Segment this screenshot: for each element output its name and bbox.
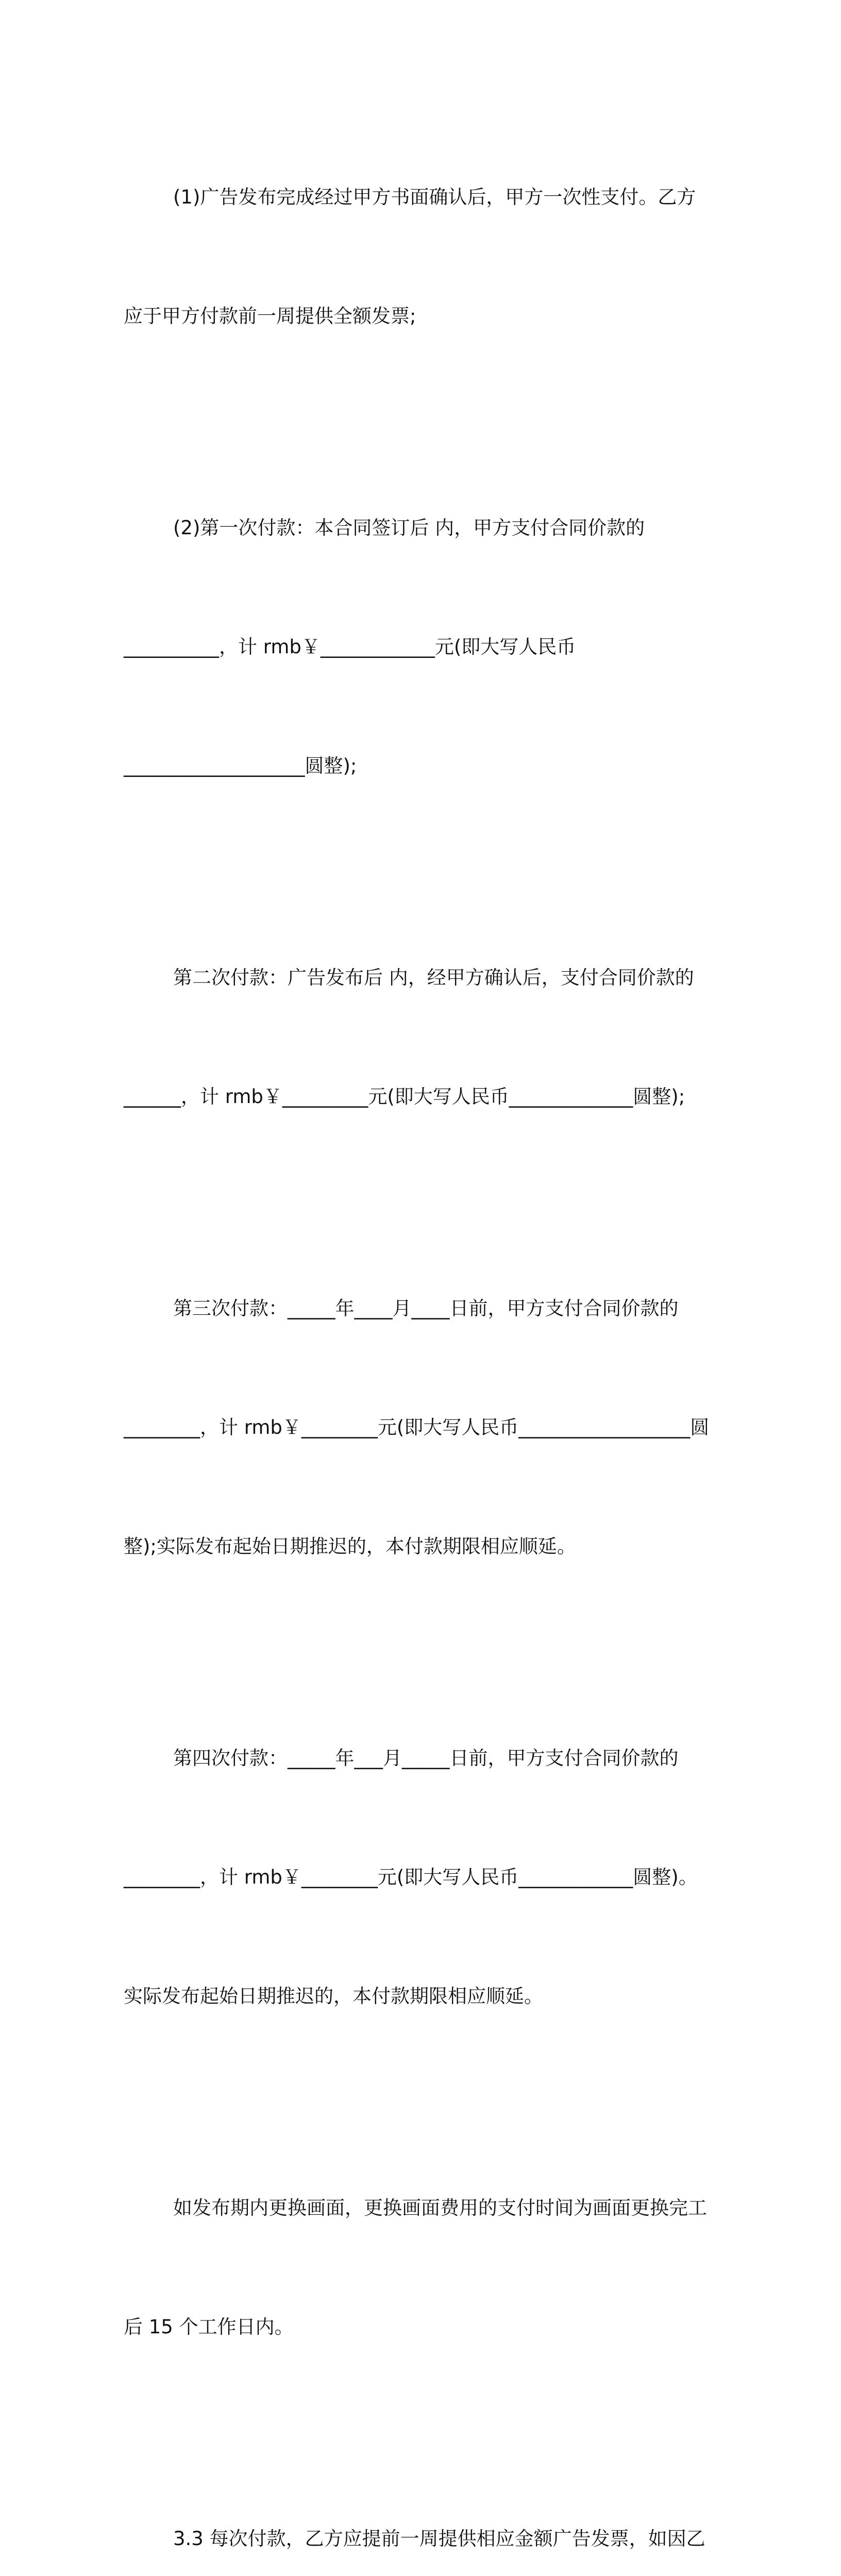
text-line: ______，计 rmb￥_________元(即大写人民币_____________圆整); [124,1086,685,1108]
text-line: ___________________圆整); [124,755,357,777]
paragraph-payment-1 [124,98,716,415]
text-line: 第三次付款：_____年____月____日前，甲方支付合同价款的 [173,1297,679,1319]
text-line: ________，计 rmb￥________元(即大写人民币____________圆整)。 [124,1866,698,1888]
text-line: 应于甲方付款前一周提供全额发票; [124,305,416,327]
text-line: 如发布期内更换画面，更换画面费用的支付时间为画面更换完工 [173,2197,707,2219]
text-line: 第四次付款：_____年___月_____日前，甲方支付合同价款的 [173,1747,679,1769]
paragraph-second-payment [124,878,716,1196]
text-line: (2)第一次付款：本合同签订后 内，甲方支付合同价款的 [173,517,645,539]
text-line: 实际发布起始日期推迟的，本付款期限相应顺延。 [124,1985,543,2007]
document-body [124,98,716,2576]
paragraph-payment-2 [124,429,716,865]
text-line: 3.3 每次付款，乙方应提前一周提供相应金额广告发票，如因乙 [173,2528,705,2550]
text-line: __________，计 rmb￥____________元(即大写人民币 [124,636,576,658]
text-line: 整);实际发布起始日期推迟的，本付款期限相应顺延。 [124,1535,576,1557]
paragraph-clause-3-3 [124,2439,716,2576]
paragraph-replacement-fee [124,2109,716,2426]
paragraph-fourth-payment [124,1659,716,2095]
text-line: ________，计 rmb￥________元(即大写人民币__________________圆 [124,1416,710,1438]
text-line: (1)广告发布完成经过甲方书面确认后，甲方一次性支付。乙方 [173,186,696,208]
text-line: 第二次付款：广告发布后 内，经甲方确认后，支付合同价款的 [173,967,694,989]
text-line: 后 15 个工作日内。 [124,2316,294,2338]
paragraph-third-payment [124,1209,716,1646]
